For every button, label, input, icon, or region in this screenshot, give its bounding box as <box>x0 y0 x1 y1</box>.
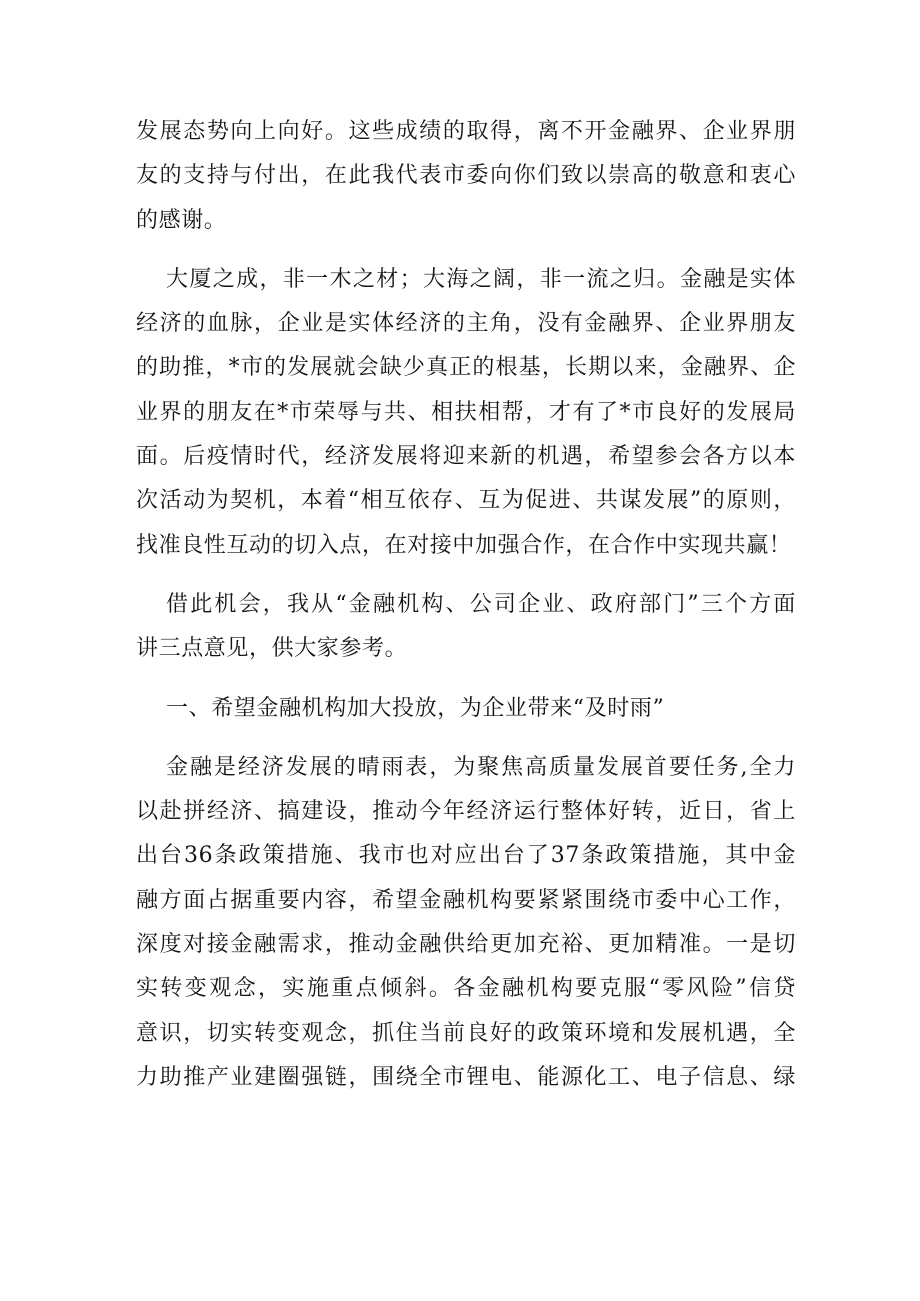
text-line: 讲三点意见，供大家参考。 <box>136 636 408 662</box>
text-line: 面。后疫情时代，经济发展将迎来新的机遇，希望参会各方以本 <box>136 444 796 470</box>
document-body <box>136 110 796 1100</box>
text-line: 以赴拼经济、搞建设，推动今年经济运行整体好转，近日，省上 <box>136 799 796 825</box>
text-line: 找准良性互动的切入点，在对接中加强合作，在合作中实现共赢！ <box>136 532 792 558</box>
text-line: 经济的血脉，企业是实体经济的主角，没有金融界、企业界朋友 <box>136 311 796 337</box>
text-line: 发展态势向上向好。这些成绩的取得，离不开金融界、企业界朋 <box>136 119 796 144</box>
text-line: 大厦之成，非一木之材；大海之阔，非一流之归。金融是实体 <box>166 266 796 292</box>
text-line: 出台36条政策措施、我市也对应出台了37条政策措施，其中金 <box>136 843 796 869</box>
paragraph-3 <box>136 583 796 672</box>
text-line: 金融是经济发展的晴雨表，为聚焦高质量发展首要任务,全力 <box>166 754 796 780</box>
text-line: 友的支持与付出，在此我代表市委向你们致以崇高的敬意和衷心 <box>136 163 796 189</box>
text-line: 业界的朋友在*市荣辱与共、相扶相帮，才有了*市良好的发展局 <box>136 399 796 425</box>
text-line: 力助推产业建圈强链，围绕全市锂电、能源化工、电子信息、绿 <box>136 1064 796 1090</box>
text-line: 一、希望金融机构加大投放，为企业带来“及时雨” <box>166 695 665 721</box>
paragraph-2 <box>136 258 796 568</box>
text-line: 借此机会，我从“金融机构、公司企业、政府部门”三个方面 <box>166 591 796 617</box>
text-line: 的助推，*市的发展就会缺少真正的根基，长期以来，金融界、企 <box>136 355 796 381</box>
text-line: 融方面占据重要内容，希望金融机构要紧紧围绕市委中心工作， <box>136 887 796 913</box>
text-line: 意识，切实转变观念，抓住当前良好的政策环境和发展机遇，全 <box>136 1020 796 1046</box>
text-line: 深度对接金融需求，推动金融供给更加充裕、更加精准。一是切 <box>136 932 796 958</box>
text-line: 实转变观念，实施重点倾斜。各金融机构要克服“零风险”信贷 <box>136 976 796 1002</box>
paragraph-4 <box>136 746 796 1100</box>
paragraph-1 <box>136 110 796 243</box>
section-heading-1 <box>136 687 796 731</box>
text-line: 次活动为契机，本着“相互依存、互为促进、共谋发展”的原则， <box>136 488 796 514</box>
text-line: 的感谢。 <box>136 207 227 233</box>
